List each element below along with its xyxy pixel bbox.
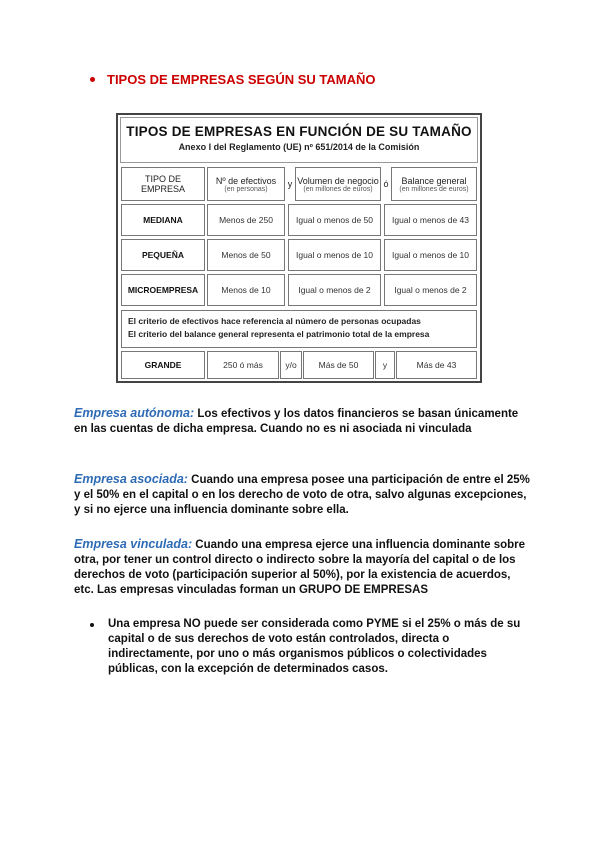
- row-grande-volumen: Más de 50: [303, 351, 374, 379]
- term-autonoma: Empresa autónoma:: [74, 406, 195, 420]
- table-title: TIPOS DE EMPRESAS EN FUNCIÓN DE SU TAMAÑO: [126, 124, 472, 139]
- row-grande-y: y: [375, 351, 395, 379]
- row-micro-volumen: Igual o menos de 2: [288, 274, 381, 306]
- header-balance-text: Balance general: [401, 175, 467, 186]
- row-mediana-balance: Igual o menos de 43: [384, 204, 477, 236]
- row-micro-efectivos: Menos de 10: [207, 274, 285, 306]
- header-efectivos-text: Nº de efectivos: [215, 175, 277, 186]
- criteria-balance: El criterio del balance general representa el patrimonio total de la empresa: [128, 329, 430, 339]
- row-micro-balance: Igual o menos de 2: [384, 274, 477, 306]
- header-o: [382, 167, 390, 201]
- row-pequena-efectivos: Menos de 50: [207, 239, 285, 271]
- text-asociada: Cuando una empresa posee una participación de entre el 25% y el 50% en el capital o en los derecho de voto de otra, salvo algunas excepciones, y si no ejerce una influencia dominante sobre ella.: [74, 474, 530, 516]
- row-mediana-volumen: Igual o menos de 50: [288, 204, 381, 236]
- row-grande-efectivos: 250 ó más: [207, 351, 279, 379]
- header-tipo: [121, 167, 205, 201]
- header-balance-unit: (en millones de euros): [399, 185, 469, 193]
- header-volumen-text: Volumen de negocio: [297, 175, 379, 186]
- header-y: [286, 167, 294, 201]
- paragraph-asociada: [74, 472, 530, 518]
- header-balance: [391, 167, 477, 201]
- row-grande-tipo: GRANDE: [121, 351, 205, 379]
- company-size-table: [116, 113, 482, 383]
- header-o-text: ó: [383, 179, 389, 189]
- row-pequena-volumen: Igual o menos de 10: [288, 239, 381, 271]
- header-y-text: y: [287, 179, 293, 189]
- bullet-icon: [90, 77, 95, 82]
- paragraph-vinculada: [74, 537, 530, 598]
- text-vinculada: Cuando una empresa ejerce una influencia dominante sobre otra, por tener un control directo o indirecto sobre la mayoría del capital o de los derechos de voto (participación superior al 50%), por la existencia de acuerdos, etc. Las empresas vinculadas forman un GRUPO DE EMPRESAS: [74, 539, 526, 596]
- header-volumen: [295, 167, 381, 201]
- row-pequena-tipo: PEQUEÑA: [121, 239, 205, 271]
- criteria-efectivos: El criterio de efectivos hace referencia al número de personas ocupadas: [128, 316, 421, 326]
- term-vinculada: Empresa vinculada:: [74, 537, 193, 551]
- list-item-pyme: [90, 617, 530, 677]
- term-asociada: Empresa asociada:: [74, 472, 188, 486]
- row-micro-tipo: MICROEMPRESA: [121, 274, 205, 306]
- row-mediana-tipo: MEDIANA: [121, 204, 205, 236]
- row-pequena-balance: Igual o menos de 10: [384, 239, 477, 271]
- table-subtitle: Anexo I del Reglamento (UE) nº 651/2014 de la Comisión: [178, 142, 420, 152]
- text-autonoma: Los efectivos y los datos financieros se basan únicamente en las cuentas de dicha empresa. Cuando no es ni asociada ni vinculada: [74, 408, 519, 435]
- paragraph-autonoma: [74, 406, 530, 437]
- criteria-box: [121, 310, 477, 348]
- row-grande-yo: y/o: [280, 351, 302, 379]
- list-item-pyme-text: Una empresa NO puede ser considerada como PYME si el 25% o más de su capital o de sus derechos de voto están controlados, directa o indirectamente, por uno o más organismos públicos o colectividades públicas, con la excepción de determinados casos.: [108, 618, 521, 675]
- header-efectivos: [207, 167, 285, 201]
- row-grande-balance: Más de 43: [396, 351, 477, 379]
- section-heading-text: TIPOS DE EMPRESAS SEGÚN SU TAMAÑO: [107, 72, 376, 87]
- table-title-box: [120, 117, 478, 163]
- section-heading: [90, 72, 375, 87]
- header-volumen-unit: (en millones de euros): [303, 185, 373, 193]
- header-efectivos-unit: (en personas): [224, 185, 268, 193]
- bullet-icon: [90, 623, 94, 627]
- row-mediana-efectivos: Menos de 250: [207, 204, 285, 236]
- header-tipo-text: TIPO DE EMPRESA: [140, 174, 185, 194]
